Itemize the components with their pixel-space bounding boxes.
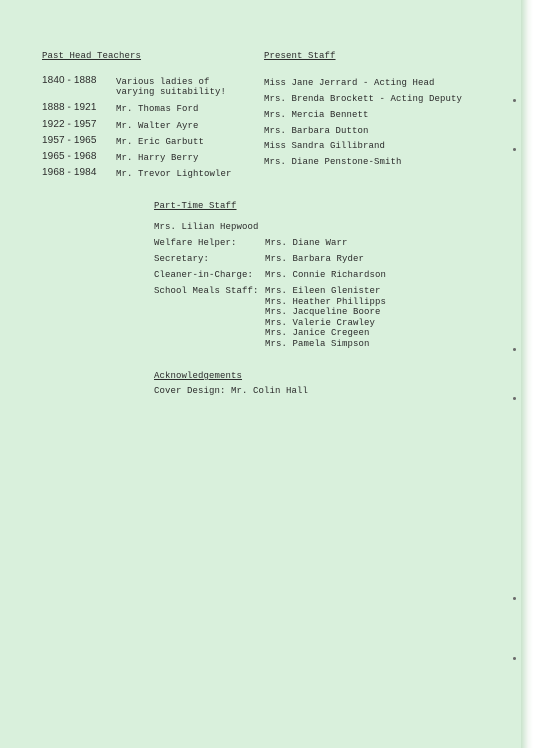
edge-mark: [513, 597, 516, 600]
teacher-name: Mr. Walter Ayre: [116, 121, 199, 131]
role-name: Mrs. Barbara Ryder: [265, 254, 365, 264]
role-name: Mrs. Diane Warr: [265, 238, 348, 248]
teacher-name-line2: varying suitability!: [116, 87, 227, 97]
edge-mark: [513, 148, 516, 151]
edge-mark: [513, 348, 516, 351]
teacher-name: Mr. Trevor Lightowler: [116, 169, 232, 179]
meals-staff-name: Mrs. Pamela Simpson: [265, 339, 370, 349]
teacher-name: Mr. Thomas Ford: [116, 104, 199, 114]
years: 1840 - 1888: [42, 75, 97, 86]
acknowledgements-heading: Acknowledgements: [154, 371, 243, 381]
years: 1888 - 1921: [42, 102, 97, 113]
staff-member: Miss Sandra Gillibrand: [264, 141, 386, 151]
staff-member: Mrs. Diane Penstone-Smith: [264, 157, 402, 167]
teacher-name: Mr. Harry Berry: [116, 153, 199, 163]
edge-mark: [513, 657, 516, 660]
role-label: Welfare Helper:: [154, 238, 237, 248]
meals-staff-name: Mrs. Valerie Crawley: [265, 318, 376, 328]
years: 1957 - 1965: [42, 135, 97, 146]
role-label: School Meals Staff:: [154, 286, 259, 296]
meals-staff-name: Mrs. Janice Cregeen: [265, 328, 370, 338]
staff-member: Miss Jane Jerrard - Acting Head: [264, 78, 435, 88]
present-staff-heading: Present Staff: [264, 51, 336, 61]
years: 1968 - 1984: [42, 167, 97, 178]
part-time-staff-heading: Part-Time Staff: [154, 201, 237, 211]
years: 1965 - 1968: [42, 151, 97, 162]
acknowledgement-line: Cover Design: Mr. Colin Hall: [154, 386, 309, 396]
role-name: Mrs. Connie Richardson: [265, 270, 387, 280]
years: 1922 - 1957: [42, 119, 97, 130]
edge-mark: [513, 397, 516, 400]
part-time-member: Mrs. Lilian Hepwood: [154, 222, 259, 232]
meals-staff-name: Mrs. Heather Phillipps: [265, 297, 387, 307]
role-label: Cleaner-in-Charge:: [154, 270, 254, 280]
teacher-name: Various ladies of: [116, 77, 210, 87]
meals-staff-name: Mrs. Jacqueline Boore: [265, 307, 381, 317]
staff-member: Mrs. Barbara Dutton: [264, 126, 369, 136]
meals-staff-name: Mrs. Eileen Glenister: [265, 286, 381, 296]
staff-member: Mrs. Mercia Bennett: [264, 110, 369, 120]
edge-mark: [513, 99, 516, 102]
role-label: Secretary:: [154, 254, 210, 264]
page-edge-shadow: [521, 0, 533, 748]
past-head-teachers-heading: Past Head Teachers: [42, 51, 142, 61]
teacher-name: Mr. Eric Garbutt: [116, 137, 205, 147]
staff-member: Mrs. Brenda Brockett - Acting Deputy: [264, 94, 463, 104]
